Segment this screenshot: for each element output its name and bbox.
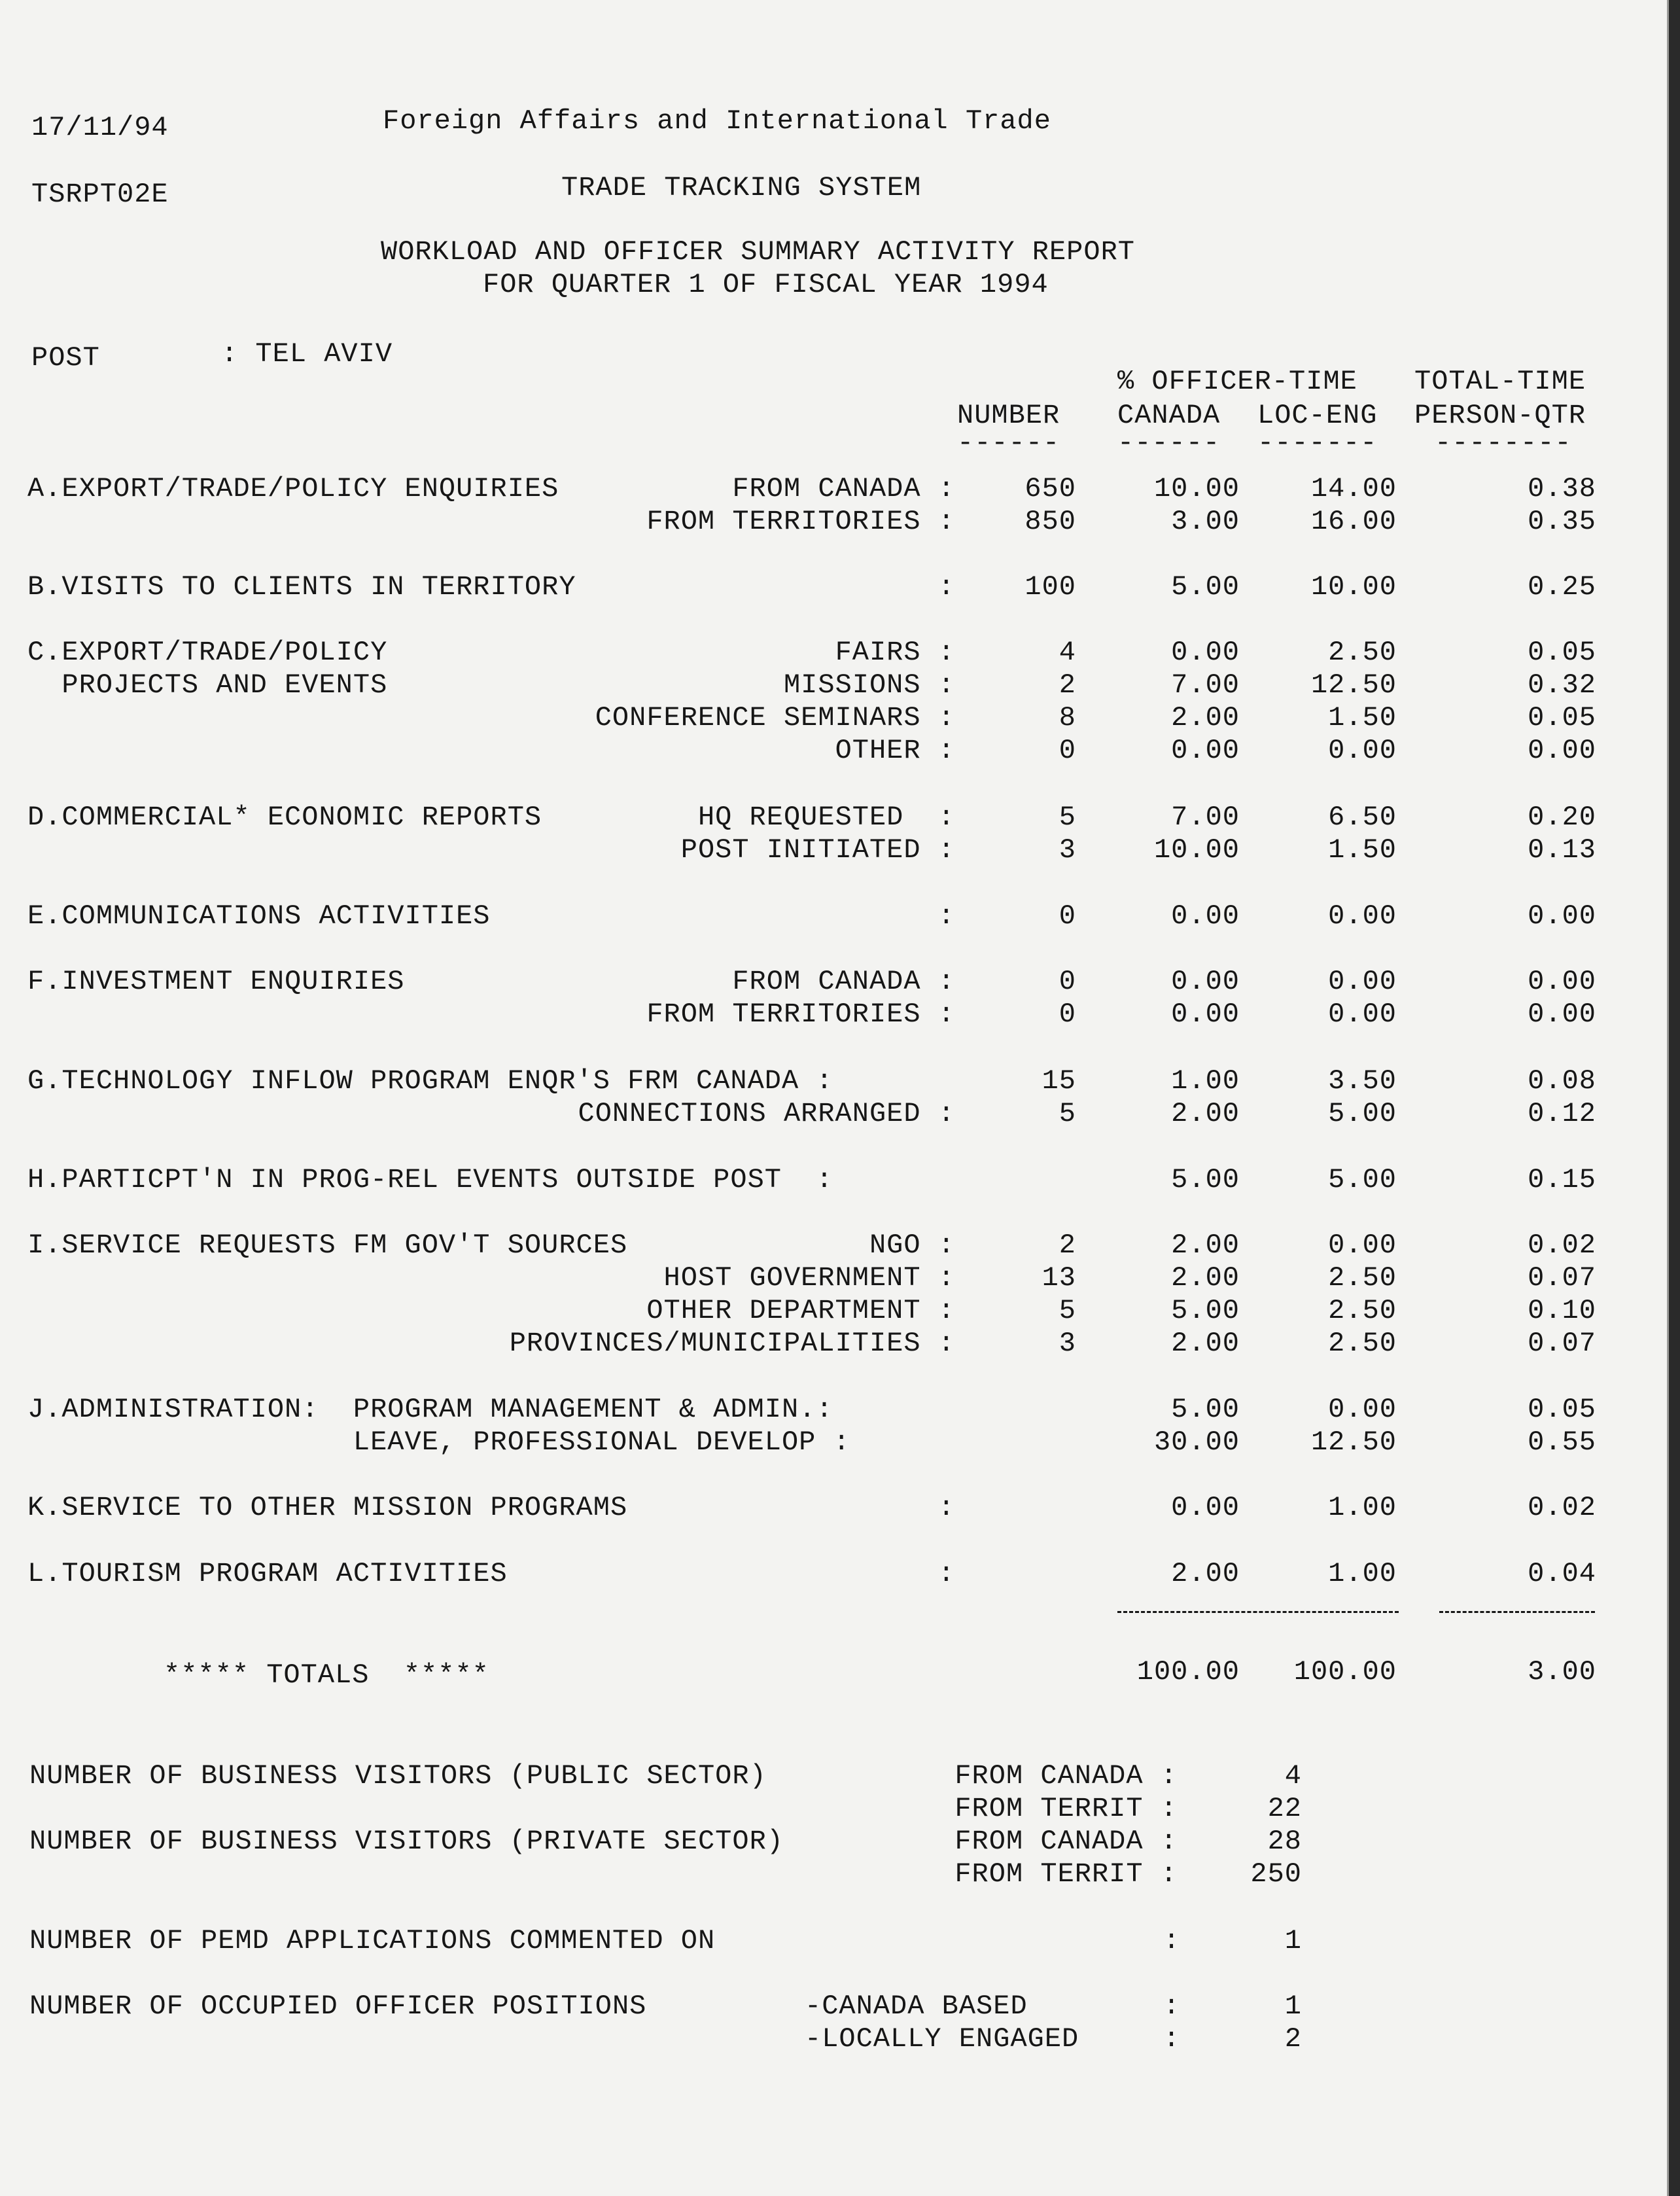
activity-subcategory: FROM TERRITORIES : [646,999,955,1030]
position-type: -CANADA BASED [805,1991,1028,2022]
activity-category: G.TECHNOLOGY INFLOW PROGRAM ENQR'S FRM CANADA : [27,1065,833,1097]
activity-person-qtr: 0.00 [1528,735,1596,766]
activity-subcategory: OTHER : [835,735,955,766]
activity-loc-eng-pct: 5.00 [1328,1164,1397,1195]
column-rule-canada: ------ [1117,427,1221,459]
scan-edge [1669,0,1680,2196]
activity-category: A.EXPORT/TRADE/POLICY ENQUIRIES [27,473,559,505]
activity-person-qtr: 0.25 [1528,571,1596,603]
activity-person-qtr: 0.13 [1528,834,1596,866]
activity-canada-pct: 0.00 [1171,999,1240,1030]
activity-loc-eng-pct: 0.00 [1328,735,1397,766]
position-count: 2 [1284,2023,1302,2055]
activity-category: C.EXPORT/TRADE/POLICY [27,637,388,668]
position-count: 1 [1284,1991,1302,2022]
activity-person-qtr: 0.00 [1528,966,1596,997]
column-header-canada: CANADA [1117,400,1221,431]
activity-person-qtr: 0.02 [1528,1492,1596,1523]
totals-rule-person-qtr [1439,1611,1595,1613]
activity-subcategory: : [937,571,955,603]
report-date: 17/11/94 [31,112,169,143]
activity-loc-eng-pct: 6.50 [1328,802,1397,833]
activity-number: 15 [1041,1065,1076,1097]
activity-loc-eng-pct: 0.00 [1328,999,1397,1030]
column-rule-number: ------ [957,427,1060,459]
activity-loc-eng-pct: 0.00 [1328,900,1397,932]
activity-subcategory: : [937,1492,955,1523]
pemd-label: NUMBER OF PEMD APPLICATIONS COMMENTED ON [29,1925,716,1957]
activity-number: 2 [1059,1230,1076,1261]
activity-number: 3 [1059,1328,1076,1359]
activity-subcategory: : [937,900,955,932]
column-header-person-qtr: PERSON-QTR [1414,400,1586,431]
activity-person-qtr: 0.02 [1528,1230,1596,1261]
activity-category: H.PARTICPT'N IN PROG-REL EVENTS OUTSIDE POST : [27,1164,833,1195]
activity-person-qtr: 0.00 [1528,900,1596,932]
activity-number: 0 [1059,900,1076,932]
activity-loc-eng-pct: 0.00 [1328,966,1397,997]
activity-person-qtr: 0.07 [1528,1262,1596,1294]
post-label: POST [31,342,100,374]
activity-loc-eng-pct: 2.50 [1328,1262,1397,1294]
activity-canada-pct: 5.00 [1171,1394,1240,1425]
column-header-loc-eng: LOC-ENG [1257,400,1378,431]
activity-subcategory: CONNECTIONS ARRANGED : [578,1098,955,1129]
activity-person-qtr: 0.38 [1528,473,1596,505]
activity-person-qtr: 0.07 [1528,1328,1596,1359]
activity-person-qtr: 0.04 [1528,1558,1596,1589]
activity-loc-eng-pct: 14.00 [1310,473,1397,505]
activity-subcategory: FROM TERRITORIES : [646,506,955,537]
activity-loc-eng-pct: 2.50 [1328,637,1397,668]
activity-canada-pct: 10.00 [1153,834,1240,866]
report-period: FOR QUARTER 1 OF FISCAL YEAR 1994 [483,269,1049,300]
visitor-origin: FROM CANADA : [954,1760,1178,1792]
position-type: -LOCALLY ENGAGED [805,2023,1079,2055]
column-rule-person-qtr: -------- [1435,427,1572,459]
activity-canada-pct: 7.00 [1171,802,1240,833]
activity-loc-eng-pct: 0.00 [1328,1230,1397,1261]
activity-subcategory: CONFERENCE SEMINARS : [595,702,955,734]
activity-number: 650 [1024,473,1076,505]
activity-loc-eng-pct: 16.00 [1310,506,1397,537]
totals-label: ***** TOTALS ***** [164,1659,489,1691]
column-header-total-time: TOTAL-TIME [1414,366,1586,397]
activity-person-qtr: 0.35 [1528,506,1596,537]
activity-number: 2 [1059,669,1076,701]
activity-number: 5 [1059,1098,1076,1129]
activity-category: F.INVESTMENT ENQUIRIES [27,966,405,997]
activity-number: 850 [1024,506,1076,537]
column-rule-loc-eng: ------- [1257,427,1378,459]
activity-loc-eng-pct: 0.00 [1328,1394,1397,1425]
activity-canada-pct: 0.00 [1171,1492,1240,1523]
visitor-count: 250 [1250,1858,1302,1890]
activity-canada-pct: 2.00 [1171,1558,1240,1589]
activity-category: E.COMMUNICATIONS ACTIVITIES [27,900,491,932]
activity-number: 8 [1059,702,1076,734]
activity-number: 5 [1059,1295,1076,1326]
activity-category: K.SERVICE TO OTHER MISSION PROGRAMS [27,1492,628,1523]
activity-loc-eng-pct: 12.50 [1310,1426,1397,1458]
activity-canada-pct: 2.00 [1171,1328,1240,1359]
activity-category: J.ADMINISTRATION: PROGRAM MANAGEMENT & ADMIN.: [27,1394,833,1425]
activity-canada-pct: 30.00 [1153,1426,1240,1458]
activity-subcategory: FROM CANADA : [732,966,955,997]
activity-subcategory: : [937,1558,955,1589]
post-value: : TEL AVIV [221,338,393,370]
activity-canada-pct: 7.00 [1171,669,1240,701]
activity-canada-pct: 0.00 [1171,735,1240,766]
activity-loc-eng-pct: 1.00 [1328,1558,1397,1589]
position-colon: : [1163,1991,1181,2022]
activity-canada-pct: 0.00 [1171,966,1240,997]
activity-subcategory: FAIRS : [835,637,955,668]
activity-category: PROJECTS AND EVENTS [27,669,388,701]
activity-number: 0 [1059,735,1076,766]
activity-number: 3 [1059,834,1076,866]
activity-category: B.VISITS TO CLIENTS IN TERRITORY [27,571,576,603]
activity-loc-eng-pct: 1.50 [1328,702,1397,734]
organization-name: Foreign Affairs and International Trade [383,105,1051,137]
activity-canada-pct: 2.00 [1171,1230,1240,1261]
activity-category: L.TOURISM PROGRAM ACTIVITIES [27,1558,508,1589]
activity-loc-eng-pct: 2.50 [1328,1328,1397,1359]
activity-loc-eng-pct: 3.50 [1328,1065,1397,1097]
activity-subcategory: FROM CANADA : [732,473,955,505]
position-colon: : [1163,2023,1181,2055]
totals-person-qtr: 3.00 [1528,1656,1596,1688]
activity-canada-pct: 5.00 [1171,1295,1240,1326]
activity-number: 4 [1059,637,1076,668]
activity-subcategory: HQ REQUESTED : [697,802,955,833]
activity-canada-pct: 5.00 [1171,571,1240,603]
position-label: NUMBER OF OCCUPIED OFFICER POSITIONS [29,1991,647,2022]
activity-loc-eng-pct: 12.50 [1310,669,1397,701]
activity-number: 5 [1059,802,1076,833]
system-name: TRADE TRACKING SYSTEM [561,172,922,204]
activity-number: 0 [1059,966,1076,997]
activity-subcategory: HOST GOVERNMENT : [663,1262,955,1294]
visitor-category-label: NUMBER OF BUSINESS VISITORS (PUBLIC SECTOR) [29,1760,767,1792]
activity-category: LEAVE, PROFESSIONAL DEVELOP : [27,1426,850,1458]
activity-number: 13 [1041,1262,1076,1294]
visitor-count: 28 [1267,1826,1302,1857]
activity-number: 0 [1059,999,1076,1030]
activity-person-qtr: 0.55 [1528,1426,1596,1458]
activity-canada-pct: 5.00 [1171,1164,1240,1195]
visitor-count: 22 [1267,1793,1302,1824]
activity-subcategory: MISSIONS : [783,669,955,701]
totals-rule-officer-time [1117,1611,1399,1613]
activity-loc-eng-pct: 1.50 [1328,834,1397,866]
visitor-origin: FROM TERRIT : [954,1858,1178,1890]
activity-canada-pct: 10.00 [1153,473,1240,505]
activity-loc-eng-pct: 1.00 [1328,1492,1397,1523]
activity-person-qtr: 0.10 [1528,1295,1596,1326]
activity-person-qtr: 0.00 [1528,999,1596,1030]
activity-subcategory: NGO : [869,1230,955,1261]
activity-category: I.SERVICE REQUESTS FM GOV'T SOURCES [27,1230,628,1261]
activity-canada-pct: 2.00 [1171,702,1240,734]
visitor-category-label: NUMBER OF BUSINESS VISITORS (PRIVATE SECTOR) [29,1826,784,1857]
activity-number: 100 [1024,571,1076,603]
activity-loc-eng-pct: 10.00 [1310,571,1397,603]
pemd-colon: : [1163,1925,1181,1957]
activity-loc-eng-pct: 5.00 [1328,1098,1397,1129]
activity-loc-eng-pct: 2.50 [1328,1295,1397,1326]
activity-person-qtr: 0.15 [1528,1164,1596,1195]
column-header-pct-officer-time: % OFFICER-TIME [1117,366,1357,397]
activity-person-qtr: 0.32 [1528,669,1596,701]
pemd-value: 1 [1284,1925,1302,1957]
activity-person-qtr: 0.08 [1528,1065,1596,1097]
activity-canada-pct: 2.00 [1171,1262,1240,1294]
activity-person-qtr: 0.05 [1528,702,1596,734]
totals-canada: 100.00 [1136,1656,1240,1688]
report-id: TSRPT02E [31,179,169,210]
visitor-origin: FROM TERRIT : [954,1793,1178,1824]
activity-canada-pct: 2.00 [1171,1098,1240,1129]
visitor-origin: FROM CANADA : [954,1826,1178,1857]
column-header-number: NUMBER [957,400,1060,431]
activity-person-qtr: 0.05 [1528,637,1596,668]
activity-subcategory: PROVINCES/MUNICIPALITIES : [509,1328,955,1359]
visitor-count: 4 [1284,1760,1302,1792]
activity-canada-pct: 3.00 [1171,506,1240,537]
activity-person-qtr: 0.05 [1528,1394,1596,1425]
activity-subcategory: POST INITIATED : [680,834,955,866]
activity-person-qtr: 0.12 [1528,1098,1596,1129]
activity-canada-pct: 0.00 [1171,900,1240,932]
totals-loc-eng: 100.00 [1293,1656,1397,1688]
activity-canada-pct: 0.00 [1171,637,1240,668]
activity-person-qtr: 0.20 [1528,802,1596,833]
activity-subcategory: OTHER DEPARTMENT : [646,1295,955,1326]
activity-category: D.COMMERCIAL* ECONOMIC REPORTS [27,802,542,833]
report-title: WORKLOAD AND OFFICER SUMMARY ACTIVITY REPORT [381,236,1135,268]
activity-canada-pct: 1.00 [1171,1065,1240,1097]
